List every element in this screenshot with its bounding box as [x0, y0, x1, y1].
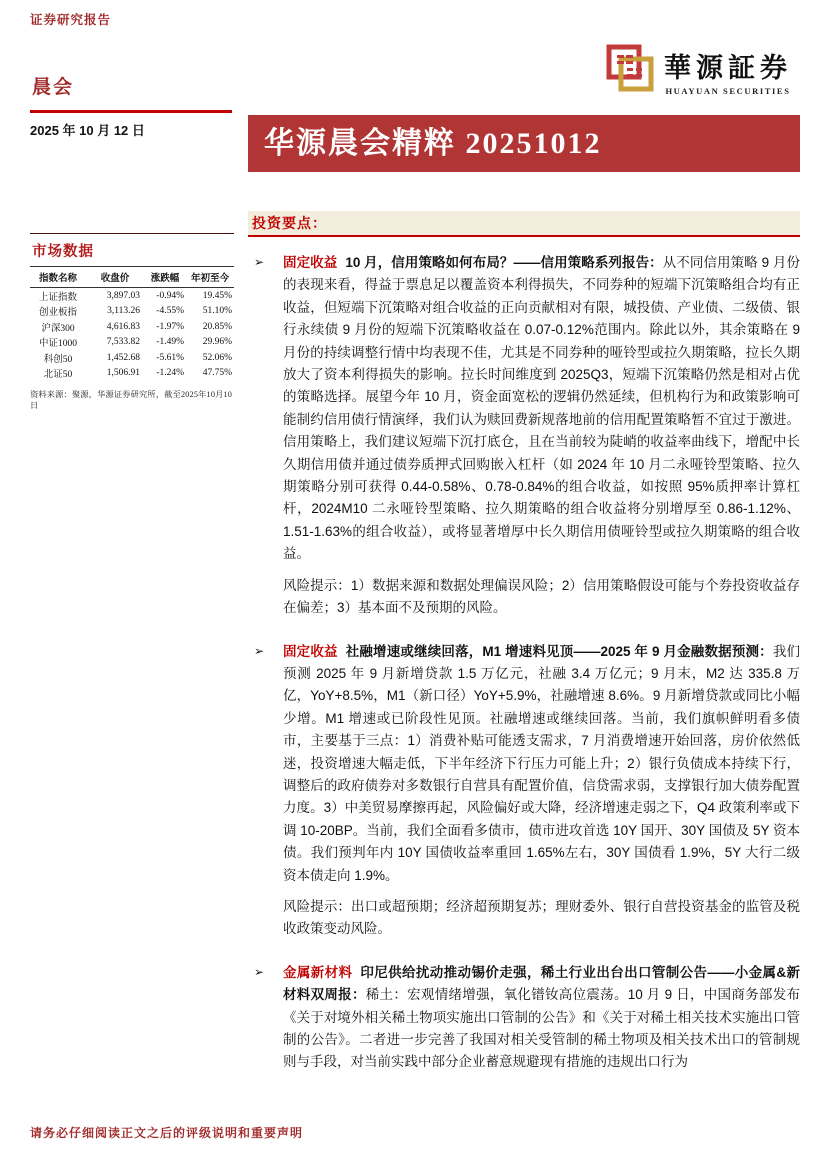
table-row: [30, 350, 234, 366]
item-body: 稀土：宏观情绪增强，氧化镨钕高位震荡。10 月 9 日，中国商务部发布《关于对境外相关稀土物项实施出口管制的公告》和《关于对稀土相关技术实施出口管制的公告》。二者进一步完善了我国对相关受管制的稀土物项及相关技术出口的管制规则与手段，对当前实践中部分企业蓄意规避现有措施的违规出口行为: [283, 987, 801, 1070]
item-body: 我们预测 2025 年 9 月新增贷款 1.5 万亿元，社融 3.4 万亿元；9 月末，M2 达 335.8 万亿，YoY+8.5%，M1（新口径）YoY+5.9%，社融增速 8.6%。9 月新增贷款或同比小幅少增。M1 增速或已阶段性见顶。社融增速或继续回落。当前，我们旗帜鲜明看多债市，主要基于三点：1）消费补贴可能透支需求，7 月消费增速开始回落，房价依然低迷，投资增速大幅走低，下半年经济下行压力可能上升；2）银行负债成本持续下行，调整后的政府债券对多数银行自营具有配置价值，信贷需求弱，支撑银行加大债券配置力度。3）中美贸易摩擦再起，风险偏好或大降，经济增速走弱之下，Q4 政策利率或下调 10-20BP。当前，我们全面看多债市，债市进攻首选 10Y 国开、30Y 国债及 5Y 资本债。我们预判年内 10Y 国债收益率重回 1.65%左右，30Y 国债看 1.9%，5Y 大行二级资本债走向 1.9%。: [283, 643, 801, 883]
index-name: 创业板指: [38, 308, 77, 319]
ytd-change: 51.10%: [202, 306, 232, 317]
risk-note: 风险提示：出口或超预期；经济超预期复苏；理财委外、银行自营投资基金的监管及税收政策变动风险。: [283, 898, 800, 937]
ytd-change: 20.85%: [202, 321, 232, 332]
table-row: [30, 288, 234, 304]
table-header-row: [30, 266, 234, 288]
daily-change: -5.61%: [156, 352, 184, 363]
index-name: 科创50: [43, 354, 73, 365]
table-row: [30, 335, 234, 351]
company-logo: [606, 44, 792, 97]
daily-change: -1.97%: [156, 321, 184, 332]
table-row: [30, 319, 234, 335]
bullet-arrow-icon: ➢: [254, 964, 265, 979]
bullet-arrow-icon: ➢: [254, 643, 265, 658]
table-row: [30, 304, 234, 320]
logo-wordmark: [664, 46, 792, 96]
risk-note: 风险提示：1）数据来源和数据处理偏误风险；2）信用策略假设可能与个券投资收益存在偏差；3）基本面不及预期的风险。: [283, 577, 800, 616]
highlight-item: [250, 641, 800, 941]
item-category-tag: 金属新材料: [283, 964, 353, 980]
report-category: 晨会: [32, 77, 75, 98]
market-data-table: [30, 266, 234, 381]
report-date: 2025 年 10 月 12 日: [30, 123, 145, 138]
column-header: 年初至今: [190, 274, 229, 284]
table-row: [30, 366, 234, 382]
highlight-item: [250, 962, 800, 1074]
item-title: 印尼供给扰动推动锡价走强，稀土行业出台出口管制公告——小金属&新材料双周报：: [283, 964, 801, 1003]
item-title: 社融增速或继续回落，M1 增速料见顶——2025 年 9 月金融数据预测：: [345, 643, 773, 659]
item-paragraph: [283, 252, 800, 566]
item-body: 从不同信用策略 9 月份的表现来看，得益于票息足以覆盖资本利得损失，不同券种的短端下沉策略组合均有正收益，但短端下沉策略对组合收益的正向贡献相对有限，城投债、产业债、二级债、银行永续债 9 月份的短端下沉策略收益在 0.07-0.12%范围内。除此以外，其余策略在 9 月份的持续调整行情中均表现不佳，尤其是不同券种的哑铃型或拉久期策略，拉长久期放大了资本利得损失的影响。拉长时间维度到 2025Q3，短端下沉策略仍然是相对占优的策略选择。展望今年 10 月，资金面宽松的逻辑仍然延续，但机构行为和政策影响可能制约信用债行情演绎，我们认为赎回费新规落地前的信用配置策略暂不宜过于激进。信用策略上，我们建议短端下沉打底仓，且在当前较为陡峭的收益率曲线下，增配中长久期信用债并通过债券质押式回购嵌入杠杆（如 2024 年 10 月二永哑铃型策略、拉久期策略分别可获得 0.44-0.58%、0.78-0.84%的组合收益，如按照 95%质押率计算杠杆，2024M10 二永哑铃型策略、拉久期策略的组合收益将分别增厚至 0.86-1.12%、1.51-1.63%的组合收益），或将显著增厚中长久期信用债哑铃型或拉久期策略的组合收益。: [283, 255, 800, 562]
bullet-arrow-icon: ➢: [254, 255, 265, 269]
market-data-title: 市场数据: [30, 233, 234, 266]
daily-change: -0.94%: [156, 290, 184, 301]
close-price: 3,113.26: [107, 306, 140, 317]
close-price: 1,452.68: [106, 352, 140, 363]
page-title: 华源晨会精粹 20251012: [264, 127, 602, 160]
ytd-change: 47.75%: [202, 368, 232, 379]
logo-seal-icon: [606, 44, 654, 97]
column-header: 指数名称: [38, 274, 77, 284]
item-paragraph: [283, 962, 800, 1074]
index-name: 中证1000: [38, 339, 77, 350]
item-paragraph: [283, 641, 800, 887]
item-title: 10 月，信用策略如何布局？——信用策略系列报告：: [345, 255, 663, 270]
index-name: 北证50: [43, 370, 73, 381]
index-name: 上证指数: [38, 292, 77, 303]
close-price: 7,533.82: [106, 337, 140, 348]
index-name: 沪深300: [41, 323, 75, 334]
section-header-highlights: [248, 211, 800, 237]
market-data-panel: [30, 233, 234, 411]
column-header: 收盘价: [100, 274, 130, 284]
logo-name-en: HUAYUAN SECURITIES: [665, 85, 791, 96]
daily-change: -1.49%: [156, 337, 184, 348]
highlight-item: [250, 252, 800, 620]
item-category-tag: 固定收益: [283, 255, 338, 270]
data-source-note: 资料来源：聚源，华源证券研究所，截至2025年10月10日: [30, 390, 233, 410]
ytd-change: 19.45%: [202, 290, 232, 301]
ytd-change: 29.96%: [202, 337, 232, 348]
report-title-banner: [248, 115, 800, 172]
close-price: 1,506.91: [106, 368, 140, 379]
daily-change: -4.55%: [156, 306, 184, 317]
item-category-tag: 固定收益: [283, 643, 338, 659]
report-body: [250, 252, 800, 1095]
close-price: 4,616.83: [106, 321, 140, 332]
disclaimer-footer: 请务必仔细阅读正文之后的评级说明和重要声明: [30, 1126, 304, 1140]
ytd-change: 52.06%: [202, 352, 232, 363]
category-divider: [30, 110, 232, 113]
close-price: 3,897.03: [106, 290, 140, 301]
daily-change: -1.24%: [156, 368, 184, 379]
column-header: 涨跌幅: [150, 274, 180, 284]
report-type-label: 证券研究报告: [30, 13, 112, 27]
logo-name-cn: 華源証券: [664, 52, 792, 83]
section-title: 投资要点：: [252, 215, 327, 231]
